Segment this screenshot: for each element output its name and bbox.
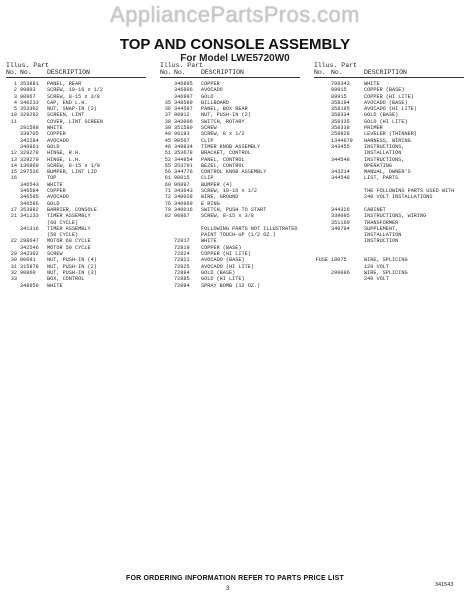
page-number: 3	[226, 586, 230, 592]
illus-number: 3	[13, 93, 17, 100]
part-number: 351169	[331, 219, 350, 226]
part-description: BARRIER, CONSOLE	[47, 206, 97, 213]
part-number: 346543	[20, 181, 39, 188]
part-number: 358194	[331, 99, 350, 106]
illus-number: 38	[164, 118, 171, 125]
header-illus-part: Illus. Part	[160, 62, 203, 69]
part-number: 344548	[331, 175, 350, 182]
part-number: 72825	[174, 263, 190, 270]
part-description: BOX, CONTROL	[47, 276, 85, 283]
illus-number: 21	[10, 213, 17, 220]
part-number: 90567	[174, 137, 190, 144]
parts-column-2	[160, 62, 300, 289]
part-description: PANEL, BOX REAR	[201, 106, 248, 113]
part-number: 353791	[174, 162, 193, 169]
part-number: 72821	[174, 257, 190, 264]
part-description: MANUAL, OWNER'S	[364, 169, 411, 176]
part-number: 358334	[331, 112, 350, 119]
part-description: CAP, END L.H.	[47, 99, 88, 106]
illus-number	[314, 276, 331, 282]
part-description: PANEL, CONTROL	[201, 156, 245, 163]
part-number: 89915	[331, 93, 347, 100]
part-description: BRACKET, CONTROL	[201, 150, 251, 157]
part-description: HINGE, L.H.	[47, 156, 82, 163]
column-header	[6, 62, 146, 78]
illus-number: 71	[164, 188, 171, 195]
illus-number: 36	[164, 106, 171, 113]
part-number: 351580	[174, 125, 193, 132]
part-description: WIRE, SPLICING	[364, 269, 408, 276]
header-part-no: No.	[20, 69, 32, 76]
illus-number: 13	[10, 156, 17, 163]
part-number: 89915	[331, 87, 347, 94]
part-number: 346585	[20, 194, 39, 201]
header-no: No.	[6, 69, 18, 76]
part-number	[331, 276, 364, 282]
part-number: 340028	[174, 194, 193, 201]
part-description: CONTROL KNOB ASSEMBLY	[201, 169, 267, 176]
illus-number: 16	[10, 175, 17, 182]
ordering-footer: FOR ORDERING INFORMATION REFER TO PARTS PRICE LIST	[125, 575, 345, 582]
watermark: AppliancePartsPros.com	[110, 2, 360, 27]
page-title: TOP AND CONSOLE ASSEMBLY	[119, 36, 351, 53]
part-number: 344587	[174, 106, 193, 113]
part-description: SCREW, 10-16 x 1/2	[201, 188, 258, 195]
part-number: 341133	[20, 213, 39, 220]
part-description: TIMER KNOB ASSEMBLY	[201, 143, 261, 150]
illus-number: 22	[10, 238, 17, 245]
part-number: 90812	[174, 112, 190, 119]
illus-number: 4	[13, 99, 17, 106]
part-number: 340016	[174, 206, 193, 213]
part-number: 343006	[174, 118, 193, 125]
parts-column-1	[6, 62, 146, 289]
part-number: 349794	[331, 225, 350, 232]
part-number: 96097	[174, 181, 190, 188]
illus-number	[160, 283, 174, 289]
part-description: THE FOLLOWING PARTS USED WITH	[364, 188, 455, 195]
illus-number: 32	[10, 269, 17, 276]
illus-number: 51	[164, 150, 171, 157]
part-description: SCREW, 8 x 1/2	[201, 131, 245, 138]
part-number: 90803	[20, 87, 36, 94]
parts-list	[314, 81, 464, 283]
part-number: 258928	[331, 131, 350, 138]
part-number: 72884	[174, 269, 190, 276]
part-description: (60 CYCLE)	[47, 219, 79, 226]
part-description: GOLD	[47, 200, 60, 207]
part-description: SCREEN, LINT	[47, 112, 85, 119]
part-description: WHITE	[47, 181, 63, 188]
part-description: PRIMER	[364, 125, 383, 132]
part-description: PANEL, REAR	[47, 81, 82, 87]
document-code: 341543	[435, 582, 454, 588]
part-number: 799343	[331, 81, 350, 87]
part-number: 343214	[331, 169, 350, 176]
header-part-no: No.	[331, 69, 343, 76]
illus-number: 46	[164, 143, 171, 150]
illus-number: 72	[164, 194, 171, 201]
illus-number: 29	[10, 251, 17, 258]
part-number: 358335	[331, 118, 350, 125]
part-number: 344776	[174, 169, 193, 176]
part-description: TRANSFORMER	[364, 219, 399, 226]
part-number: 298647	[20, 238, 39, 245]
part-description: GOLD (BASE)	[364, 112, 399, 119]
part-number: 90860	[20, 269, 36, 276]
part-description: BUMPER, LINT LID	[47, 169, 97, 176]
part-description: COPPER	[47, 131, 66, 138]
part-number: 329279	[20, 156, 39, 163]
part-number: 358338	[331, 125, 350, 132]
part-description: CLIP	[201, 137, 214, 144]
part-description: SPRAY BOMB (12 OZ.)	[201, 282, 261, 289]
part-description: SCREW, 8-15 x 3/8	[47, 93, 100, 100]
part-number: 344854	[174, 156, 193, 163]
illus-number: 2	[13, 87, 17, 94]
illus-number: 10	[10, 112, 17, 119]
part-description: AVOCADO	[47, 194, 69, 201]
part-description: COPPER	[47, 188, 66, 195]
part-description: GOLD	[201, 93, 214, 100]
part-description: BILLBOARD	[201, 99, 230, 106]
part-number: 299886	[331, 269, 350, 276]
part-number: 72094	[174, 282, 190, 289]
part-number: 72885	[174, 276, 190, 283]
illus-number: 12	[10, 150, 17, 157]
header-description: DESCRIPTION	[201, 69, 244, 76]
part-description: CLIP	[201, 175, 214, 182]
part-description: SCREW, 8-15 x 3/8	[201, 213, 254, 220]
part-description: WHITE	[201, 238, 217, 245]
part-description: OPERATING	[364, 162, 393, 169]
part-description: COPPER (BASE)	[364, 87, 405, 94]
part-description: COPPER	[201, 81, 220, 87]
illus-number: 55	[164, 162, 171, 169]
part-number: 346233	[20, 99, 39, 106]
part-number: 348950	[20, 282, 39, 289]
part-description: E RING	[201, 200, 220, 207]
part-number: 342302	[20, 251, 39, 258]
illus-number: 76	[164, 200, 171, 207]
part-description: WIRE, GROUND	[201, 194, 239, 201]
part-description: INSTRUCTIONS, WIRING	[364, 213, 427, 220]
part-number: 342284	[20, 137, 39, 144]
part-description: SCREW	[201, 125, 217, 132]
illus-number: 14	[10, 162, 17, 169]
illus-number: 37	[164, 112, 171, 119]
illus-number: 82	[164, 213, 171, 220]
part-description: NUT, PUSH-IN (2)	[47, 263, 97, 270]
part-number: 346897	[174, 93, 193, 100]
header-illus-part: Illus. Part	[314, 62, 357, 69]
part-number: 136860	[20, 162, 39, 169]
part-description: AVOCADO (BASE)	[364, 99, 408, 106]
column-header	[160, 62, 300, 78]
part-description: SCREW, 10-16 x 1/2	[47, 87, 104, 94]
part-number: 342546	[20, 244, 39, 251]
part-description: NUT, PUSH-IN (4)	[47, 257, 97, 264]
part-description: WIRE, SPLICING	[364, 257, 408, 264]
header-description: DESCRIPTION	[47, 69, 90, 76]
illus-number: 45	[164, 137, 171, 144]
header-description: DESCRIPTION	[364, 69, 407, 76]
part-description: WHITE	[364, 81, 380, 87]
part-description: INSTRUCTIONS,	[364, 143, 405, 150]
part-description: MOTOR 60 CYCLE	[47, 238, 91, 245]
illus-number: 33	[10, 276, 17, 283]
part-number: 72824	[174, 251, 190, 258]
illus-number: FUSE	[315, 257, 328, 264]
part-number: 353678	[174, 150, 193, 157]
part-description: AVOCADO (BASE)	[201, 257, 245, 264]
part-number: 346586	[20, 200, 39, 207]
header-no: No.	[314, 69, 326, 76]
part-description: TIMER ASSEMBLY	[47, 213, 91, 220]
part-description: GOLD (BASE)	[201, 269, 236, 276]
part-number: 348589	[174, 99, 193, 106]
parts-row	[6, 283, 146, 289]
part-number: 346895	[174, 81, 193, 87]
part-number: 72817	[174, 238, 190, 245]
part-number: 339095	[331, 213, 350, 220]
parts-list	[6, 81, 146, 289]
illus-number: 52	[164, 156, 171, 163]
part-number: 90091	[20, 257, 36, 264]
part-description: TIMER ASSEMBLY	[47, 225, 91, 232]
part-number: 341316	[20, 225, 39, 232]
part-description: NUT, SNAP-IN (2)	[47, 106, 97, 113]
part-description: SCREW	[47, 251, 63, 258]
part-number: 329278	[20, 150, 39, 157]
part-number: 340969	[174, 200, 193, 207]
part-description: 120 VOLT	[364, 263, 389, 270]
part-number: 349834	[174, 143, 193, 150]
illus-number: 79	[164, 206, 171, 213]
column-header	[314, 62, 464, 78]
part-description: SWITCH, PUSH TO START	[201, 206, 267, 213]
part-description: BUMPER (4)	[201, 181, 233, 188]
part-description: INSTALLATION	[364, 150, 402, 157]
part-description: MOTOR 50 CYCLE	[47, 244, 91, 251]
part-description: NUT, PUSH-IN (2)	[201, 112, 251, 119]
part-description: INSTRUCTION	[364, 238, 399, 245]
part-description: AVOCADO	[47, 137, 69, 144]
part-description: AVOCADO	[201, 87, 223, 94]
part-number: 18075	[331, 257, 347, 264]
part-description: HINGE, R.H.	[47, 150, 82, 157]
part-description: HARNESS, WIRING	[364, 137, 411, 144]
part-number: 72819	[174, 244, 190, 251]
part-number: 90015	[174, 175, 190, 182]
part-number: 315878	[20, 263, 39, 270]
part-description: (50 CYCLE)	[47, 232, 79, 239]
illus-number: 56	[164, 169, 171, 176]
part-number: 96183	[174, 131, 190, 138]
part-description: COPPER (HI LITE)	[201, 251, 251, 258]
header-no: No.	[160, 69, 172, 76]
part-number: 297536	[20, 169, 39, 176]
illus-number: 30	[10, 257, 17, 264]
part-description: WHITE	[47, 282, 63, 289]
part-description: SWITCH, ROTARY	[201, 118, 245, 125]
part-description: NUT, PUSH-IN (3)	[47, 269, 97, 276]
parts-row	[314, 276, 464, 282]
header-illus-part: Illus. Part	[6, 62, 49, 69]
illus-number: 61	[164, 175, 171, 182]
illus-number: 35	[164, 99, 171, 106]
part-number: 291588	[20, 125, 39, 132]
part-number: 353882	[20, 206, 39, 213]
part-number: 339705	[20, 131, 39, 138]
part-description: COPPER (BASE)	[201, 244, 242, 251]
part-description: TOP	[47, 175, 57, 182]
illus-number: 31	[10, 263, 17, 270]
part-number: 90867	[20, 93, 36, 100]
part-number: 344326	[331, 206, 350, 213]
part-description: COVER, LINT SCREEN	[47, 118, 104, 125]
part-number: 329292	[20, 112, 39, 119]
part-number: 1344679	[331, 137, 353, 144]
part-description: INSTALLATION	[364, 232, 402, 239]
part-number: 343455	[331, 143, 350, 150]
part-description: GOLD (HI LITE)	[364, 118, 408, 125]
part-number: 346896	[174, 87, 193, 94]
part-description: PAINT TOUCH-UP (1/2 OZ.)	[201, 232, 276, 239]
part-number: 353392	[20, 106, 39, 113]
part-description: GOLD (HI LITE)	[201, 276, 245, 283]
part-description: AVOCADO (HI LITE)	[364, 106, 417, 113]
illus-number: 40	[164, 131, 171, 138]
illus-number	[6, 283, 20, 289]
illus-number: 5	[13, 106, 17, 113]
part-description: WHITE	[47, 125, 63, 132]
parts-row	[160, 283, 300, 289]
part-description: SCREW, 8-15 x 1/8	[47, 162, 100, 169]
part-number: 346584	[20, 188, 39, 195]
illus-number: 69	[164, 181, 171, 188]
part-number: 90867	[174, 213, 190, 220]
part-number: 358195	[331, 106, 350, 113]
parts-column-3	[314, 62, 464, 283]
header-part-no: No.	[174, 69, 186, 76]
illus-number: 17	[10, 206, 17, 213]
part-description: LIST, PARTS	[364, 175, 399, 182]
part-description: BEZEL, CONTROL	[201, 162, 245, 169]
part-number: 353881	[20, 81, 39, 87]
model-subtitle: For Model LWE5720W0	[180, 53, 290, 64]
part-description: FOLLOWING PARTS NOT ILLUSTRATED	[201, 225, 298, 232]
part-description: AVOCADO (HI LITE)	[201, 263, 254, 270]
part-description: 240 VOLT	[364, 276, 389, 283]
illus-number: 1	[13, 81, 17, 87]
part-description: SUPPLEMENT,	[364, 225, 399, 232]
part-number: 346861	[20, 143, 39, 150]
illus-number: 15	[10, 169, 17, 176]
part-description: LEVELER (THINNER)	[364, 131, 417, 138]
part-number: 343643	[174, 188, 193, 195]
part-description: 240 VOLT INSTALLATIONS	[364, 194, 433, 201]
part-description: INSTRUCTIONS,	[364, 156, 405, 163]
part-description: CABINET	[364, 206, 386, 213]
part-description: COPPER (HI LITE)	[364, 93, 414, 100]
parts-list	[160, 81, 300, 289]
illus-number: 11	[10, 118, 17, 125]
part-description: GOLD	[47, 143, 60, 150]
part-number: 344548	[331, 156, 350, 163]
illus-number: 39	[164, 125, 171, 132]
